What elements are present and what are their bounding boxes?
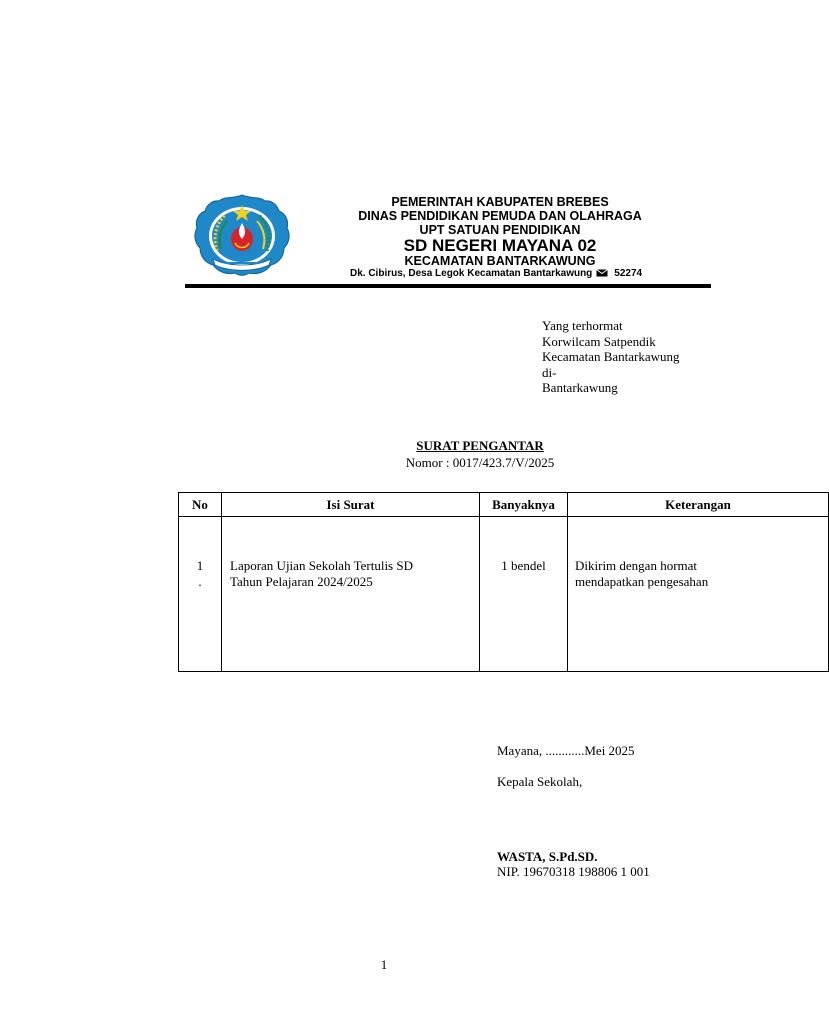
cell-banyaknya [480, 517, 568, 672]
letterhead-address [350, 268, 642, 279]
signature-role: Kepala Sekolah, [497, 774, 583, 789]
cell-keterangan [568, 517, 829, 672]
cell-isi-surat [222, 517, 480, 672]
table-header-row [179, 493, 829, 517]
letterhead-divider [185, 284, 711, 288]
cell-isi-line1: Laporan Ujian Sekolah Tertulis SD [230, 558, 413, 573]
header-banyaknya: Banyaknya [480, 493, 568, 517]
letterhead-government: PEMERINTAH KABUPATEN BREBES [391, 195, 609, 209]
recipient-salutation: Yang terhormat [542, 318, 623, 333]
cell-banyaknya-value: 1 bendel [501, 558, 546, 573]
recipient-di: di- [542, 364, 557, 380]
cell-isi-line2: Tahun Pelajaran 2024/2025 [230, 574, 373, 589]
document-title: SURAT PENGANTAR [416, 438, 544, 453]
letterhead-school-name: SD NEGERI MAYANA 02 [403, 236, 597, 255]
cell-ket-line1: Dikirim dengan hormat [575, 558, 698, 573]
signature-date: Mayana, ............Mei 2025 [497, 743, 635, 758]
page-number: 1 [380, 957, 388, 972]
recipient-place: Bantarkawung [542, 380, 618, 395]
cell-no [179, 517, 222, 672]
mail-icon [596, 269, 608, 277]
cell-ket-line2: mendapatkan pengesahan [575, 574, 709, 589]
header-isi-surat: Isi Surat [222, 493, 480, 517]
header-no: No [179, 493, 222, 517]
postal-code: 52274 [614, 268, 643, 279]
letter-table [178, 492, 731, 631]
cell-no-line2: . [198, 574, 202, 589]
cell-no-line1: 1 [196, 558, 204, 573]
signature-nip: NIP. 19670318 198806 1 001 [497, 864, 650, 879]
recipient-block [542, 318, 680, 396]
address-text: Dk. Cibirus, Desa Legok Kecamatan Bantarkawung [350, 268, 593, 279]
letterhead-unit: UPT SATUAN PENDIDIKAN [419, 223, 581, 237]
signature-name: WASTA, S.Pd.SD. [497, 849, 598, 864]
letterhead-district: KECAMATAN BANTARKAWUNG [404, 254, 596, 268]
table-row [179, 517, 829, 672]
recipient-office: Kecamatan Bantarkawung [542, 349, 680, 364]
regency-emblem-icon [193, 193, 291, 277]
header-keterangan: Keterangan [568, 493, 829, 517]
letterhead-department: DINAS PENDIDIKAN PEMUDA DAN OLAHRAGA [358, 209, 642, 223]
document-number: Nomor : 0017/423.7/V/2025 [405, 455, 555, 470]
contents-table [178, 492, 829, 672]
recipient-name: Korwilcam Satpendik [542, 333, 656, 349]
